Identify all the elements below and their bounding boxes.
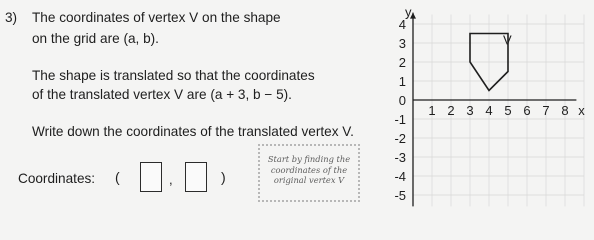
coordinates-label: Coordinates:: [18, 171, 96, 186]
hint-line-3: original vertex V: [273, 175, 345, 185]
y-tick-label: -1: [394, 112, 406, 127]
question-line-5: Write down the coordinates of the translated vertex V.: [32, 124, 354, 139]
y-axis-label: y: [405, 4, 412, 20]
y-tick-labels: [394, 17, 406, 203]
comma: ,: [169, 172, 173, 187]
x-tick-label: 7: [542, 103, 550, 118]
y-tick-label: -3: [394, 150, 406, 165]
x-tick-label: 1: [428, 103, 436, 118]
y-tick-label: 4: [398, 17, 406, 32]
y-tick-label: 1: [398, 74, 406, 89]
y-answer-box[interactable]: [185, 162, 207, 192]
x-answer-box[interactable]: [140, 162, 162, 192]
hint-box: [258, 144, 360, 202]
hint-line-2: coordinates of the: [270, 164, 348, 175]
x-tick-labels: [428, 103, 568, 118]
y-tick-label: 3: [398, 36, 406, 51]
question-line-1: The coordinates of vertex V on the shape: [32, 10, 281, 25]
vertex-v-label: V: [503, 32, 512, 48]
coordinate-grid: [380, 0, 594, 210]
x-tick-label: 8: [561, 103, 569, 118]
x-axis-label: x: [578, 103, 585, 118]
x-tick-label: 6: [523, 103, 531, 118]
question-line-3: The shape is translated so that the coordinates: [32, 68, 315, 83]
x-tick-label: 5: [504, 103, 512, 118]
y-tick-label: 2: [398, 55, 406, 70]
y-tick-label: 0: [398, 93, 406, 108]
y-tick-label: -2: [394, 131, 406, 146]
y-tick-label: -4: [394, 169, 406, 184]
x-tick-label: 4: [485, 103, 493, 118]
y-tick-label: -5: [394, 188, 406, 203]
gridlines: [413, 15, 584, 207]
close-paren: ): [221, 169, 226, 185]
question-line-4: of the translated vertex V are (a + 3, b − 5).: [32, 87, 292, 102]
open-paren: (: [115, 169, 120, 185]
x-tick-label: 2: [447, 103, 455, 118]
x-tick-label: 3: [466, 103, 474, 118]
question-line-2: on the grid are (a, b).: [32, 31, 159, 46]
question-number: 3): [5, 10, 18, 25]
hint-line-1: Start by finding the: [267, 154, 351, 164]
